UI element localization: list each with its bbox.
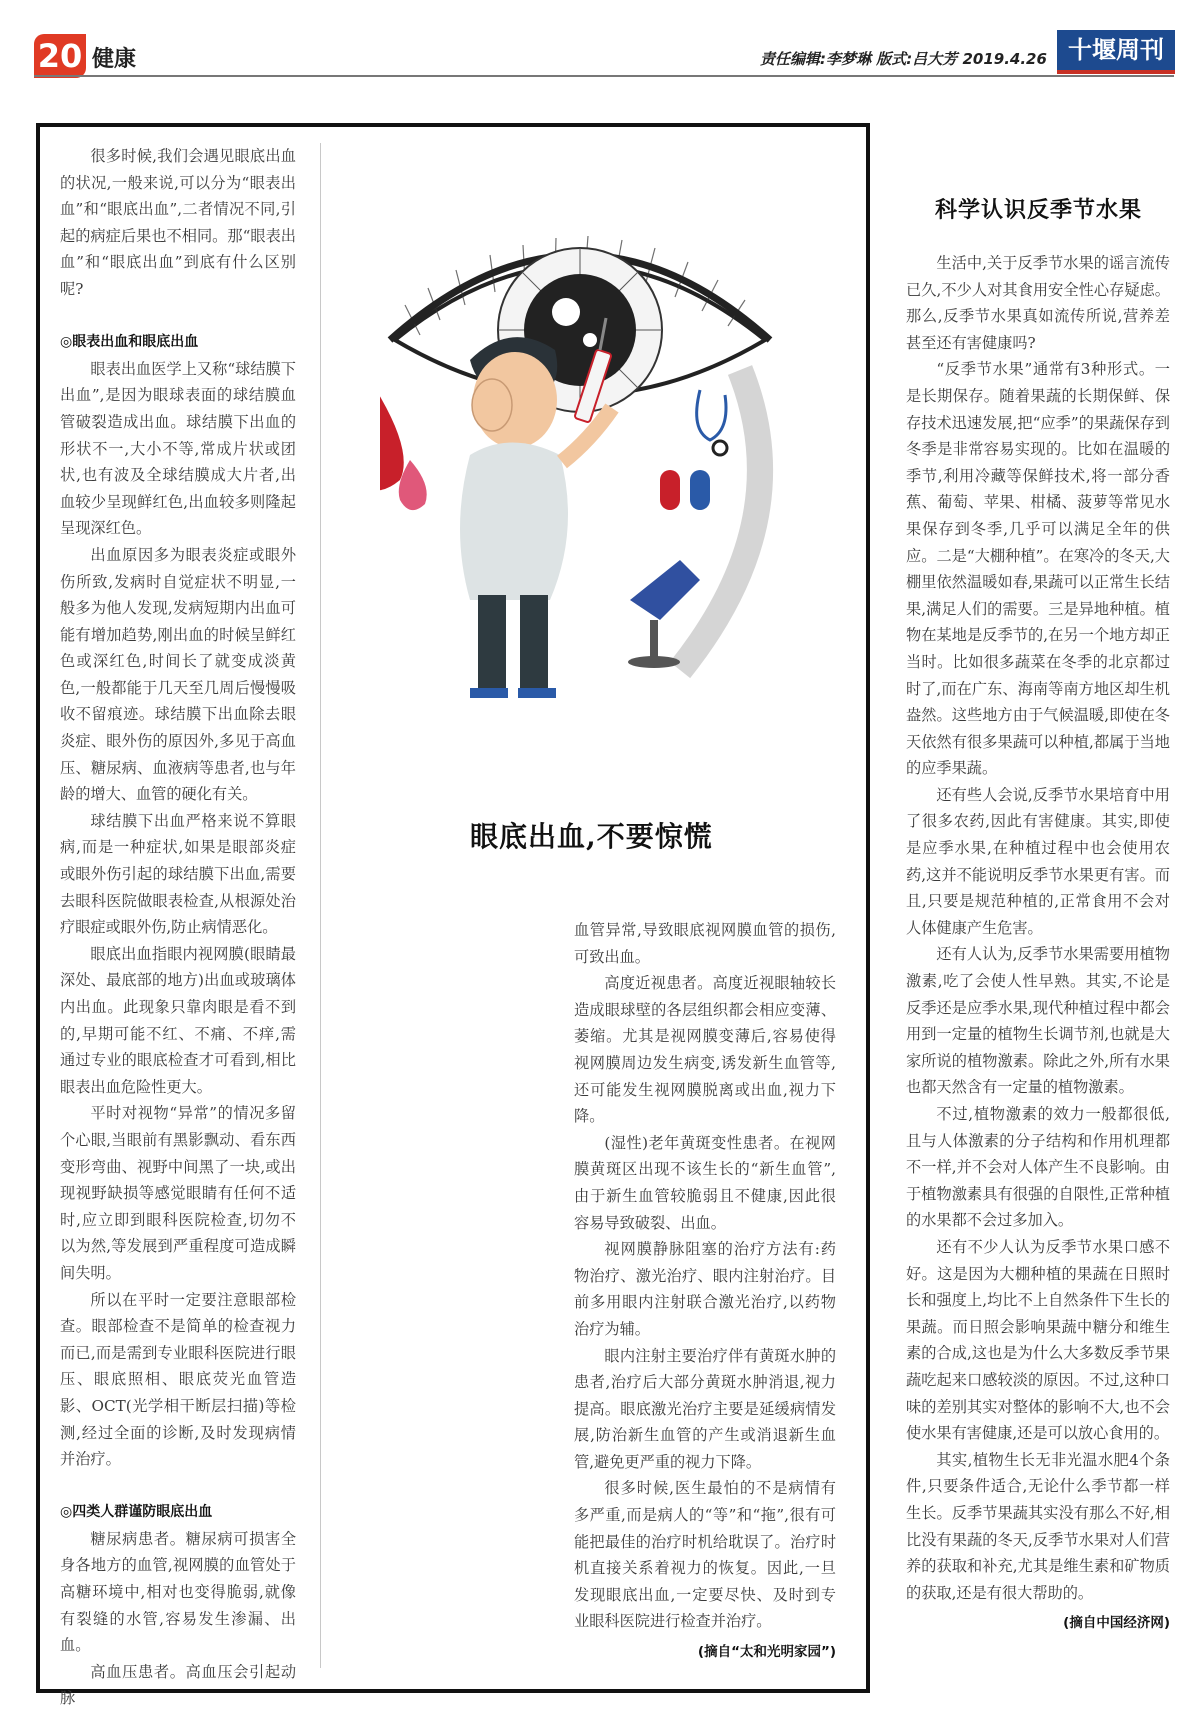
paragraph: 所以在平时一定要注意眼部检查。眼部检查不是简单的检查视力而已,而是需到专业眼科医院进行眼压、眼底照相、眼底荧光血管造影、OCT(光学相干断层扫描)等检测,经过全面的诊断,及时发现病情并治疗。	[60, 1290, 296, 1469]
paragraph: 很多时候,医生最怕的不是病情有多严重,而是病人的“等”和“拖”,很有可能把最佳的治疗时机给耽误了。治疗时机直接关系着视力的恢复。因此,一旦发现眼底出血,一定要尽快、及时到专业眼科医院进行检查并治疗。	[574, 1479, 836, 1631]
article1-column-1	[60, 143, 296, 1712]
header-divider	[34, 75, 1174, 77]
paragraph: 出血原因多为眼表炎症或眼外伤所致,发病时自觉症状不明显,一般多为他人发现,发病短期内出血可能有增加趋势,刚出血的时候呈鲜红色或深红色,时间长了就变成淡黄色,一般都能于几天至几周后慢慢吸收不留痕迹。球结膜下出血除去眼炎症、眼外伤的原因外,多见于高血压、糖尿病、血液病等患者,也与年龄的增大、血管的硬化有关。	[60, 545, 296, 804]
paragraph: 平时对视物“异常”的情况多留个心眼,当眼前有黑影飘动、看东西变形弯曲、视野中间黑了一块,或出现视野缺损等感觉眼睛有任何不适时,应立即到眼科医院检查,切勿不以为然,等发展到严重程度可造成瞬间失明。	[60, 1104, 296, 1282]
paragraph: (湿性)老年黄斑变性患者。在视网膜黄斑区出现不该生长的“新生血管”,由于新生血管较脆弱且不健康,因此很容易导致破裂、出血。	[574, 1133, 836, 1232]
article1-title: 眼底出血,不要惊慌	[470, 820, 713, 853]
paragraph: 视网膜静脉阻塞的治疗方法有:药物治疗、激光治疗、眼内注射治疗。目前多用眼内注射联合激光治疗,以药物治疗为辅。	[574, 1240, 836, 1338]
paragraph: “反季节水果”通常有3种形式。一是长期保存。随着果蔬的长期保鲜、保存技术迅速发展,把“应季”的果蔬保存到冬季是非常容易实现的。比如在温暖的季节,利用冷藏等保鲜技术,将一部分香蕉、葡萄、苹果、柑橘、菠萝等常见水果保存到冬季,几乎可以满足全年的供应。二是“大棚种植”。在寒冷的冬天,大棚里依然温暖如春,果蔬可以正常生长结果,满足人们的需要。三是异地种植。植物在某地是反季节的,在另一个地方却正当时。比如很多蔬菜在冬季的北京都过时了,而在广东、海南等南方地区却生机盎然。这些地方由于气候温暖,即使在冬天依然有很多果蔬可以种植,都属于当地的应季果蔬。	[906, 360, 1170, 778]
page-number: 20	[34, 34, 86, 78]
editor-info: 责任编辑:李梦琳 版式:吕大芳 2019.4.26	[760, 50, 1047, 68]
paragraph: 眼表出血医学上又称“球结膜下出血”,是因为眼球表面的球结膜血管破裂造成出血。球结膜下出血的形状不一,大小不等,常成片状或团状,也有波及全球结膜成大片者,出血较少呈现鲜红色,出血较多则隆起呈现深红色。	[60, 359, 296, 538]
column-divider	[320, 143, 321, 1668]
stethoscope-icon	[697, 390, 727, 455]
pill-icon	[660, 470, 710, 510]
article2-column	[906, 250, 1170, 1637]
subheading-2: ◎四类人群谨防眼底出血	[60, 1504, 213, 1521]
paragraph: 还有些人会说,反季节水果培育中用了很多农药,因此有害健康。其实,即使是应季水果,在种植过程中也会使用农药,这并不能说明反季节水果更有害。而且,只要是规范种植的,正常食用不会对人体健康产生危害。	[906, 785, 1170, 937]
paragraph: 还有人认为,反季节水果需要用植物激素,吃了会使人性早熟。其实,不论是反季还是应季水果,现代种植过程中都会用到一定量的植物生长调节剂,也就是大家所说的植物激素。除此之外,所有水果也都天然含有一定量的植物激素。	[906, 945, 1170, 1097]
brand-logo: 十堰周刊	[1057, 30, 1175, 74]
article2-title: 科学认识反季节水果	[935, 197, 1143, 223]
article1-intro: 很多时候,我们会遇见眼底出血的状况,一般来说,可以分为“眼表出血”和“眼底出血”,二者情况不同,引起的病症后果也不相同。那“眼表出血”和“眼底出血”到底有什么区别呢?	[60, 147, 296, 298]
paragraph: 糖尿病患者。糖尿病可损害全身各地方的血管,视网膜的血管处于高糖环境中,相对也变得脆弱,就像有裂缝的水管,容易发生渗漏、出血。	[60, 1529, 296, 1655]
paragraph: 眼内注射主要治疗伴有黄斑水肿的患者,治疗后大部分黄斑水肿消退,视力提高。眼底激光治疗主要是延缓病情发展,防治新生血管的产生或消退新生血管,避免更严重的视力下降。	[574, 1346, 836, 1471]
blood-drop-icon	[380, 380, 427, 510]
paragraph: 眼底出血指眼内视网膜(眼睛最深处、最底部的地方)出血或玻璃体内出血。此现象只靠肉眼是看不到的,早期可能不红、不痛、不痒,需通过专业的眼底检查才可看到,相比眼表出血危险性更大。	[60, 944, 296, 1096]
paragraph: 不过,植物激素的效力一般都很低,且与人体激素的分子结构和作用机理都不一样,并不会对人体产生不良影响。由于植物激素具有很强的自限性,正常种植的水果都不会过多加入。	[906, 1105, 1170, 1230]
article2-source: (摘自中国经济网)	[1063, 1615, 1170, 1632]
article1-source: (摘自“太和光明家园”)	[697, 1644, 836, 1661]
paragraph: 球结膜下出血严格来说不算眼病,而是一种症状,如果是眼部炎症或眼外伤引起的球结膜下出血,需要去眼科医院做眼表检查,从根源处治疗眼症或眼外伤,防止病情恶化。	[60, 811, 296, 937]
paragraph: 高度近视患者。高度近视眼轴较长造成眼球壁的各层组织都会相应变薄、萎缩。尤其是视网膜变薄后,容易使得视网膜周边发生病变,诱发新生血管等,还可能发生视网膜脱离或出血,视力下降。	[574, 974, 836, 1126]
eye-illustration	[380, 200, 800, 720]
paragraph: 血管异常,导致眼底视网膜血管的损伤,可致出血。	[574, 921, 836, 966]
paragraph: 高血压患者。高血压会引起动脉	[60, 1662, 296, 1708]
article1-column-2	[574, 917, 836, 1666]
paragraph: 生活中,关于反季节水果的谣言流传已久,不少人对其食用安全性心存疑虑。那么,反季节水果真如流传所说,营养差甚至还有害健康吗?	[906, 254, 1170, 352]
subheading-1: ◎眼表出血和眼底出血	[60, 334, 199, 351]
section-title: 健康	[92, 47, 137, 72]
paragraph: 其实,植物生长无非光温水肥4个条件,只要条件适合,无论什么季节都一样生长。反季节果蔬其实没有那么不好,相比没有果蔬的冬天,反季节水果对人们营养的获取和补充,尤其是维生素和矿物质的获取,还是有很大帮助的。	[906, 1450, 1170, 1602]
paragraph: 还有不少人认为反季节水果口感不好。这是因为大棚种植的果蔬在日照时长和强度上,均比不上自然条件下生长的果蔬。而日照会影响果蔬中糖分和维生素的合成,这也是为什么大多数反季节果蔬吃起来口感较淡的原因。不过,这种口味的差别其实对整体的影响不大,也不会使水果有害健康,还是可以放心食用的。	[906, 1237, 1170, 1443]
